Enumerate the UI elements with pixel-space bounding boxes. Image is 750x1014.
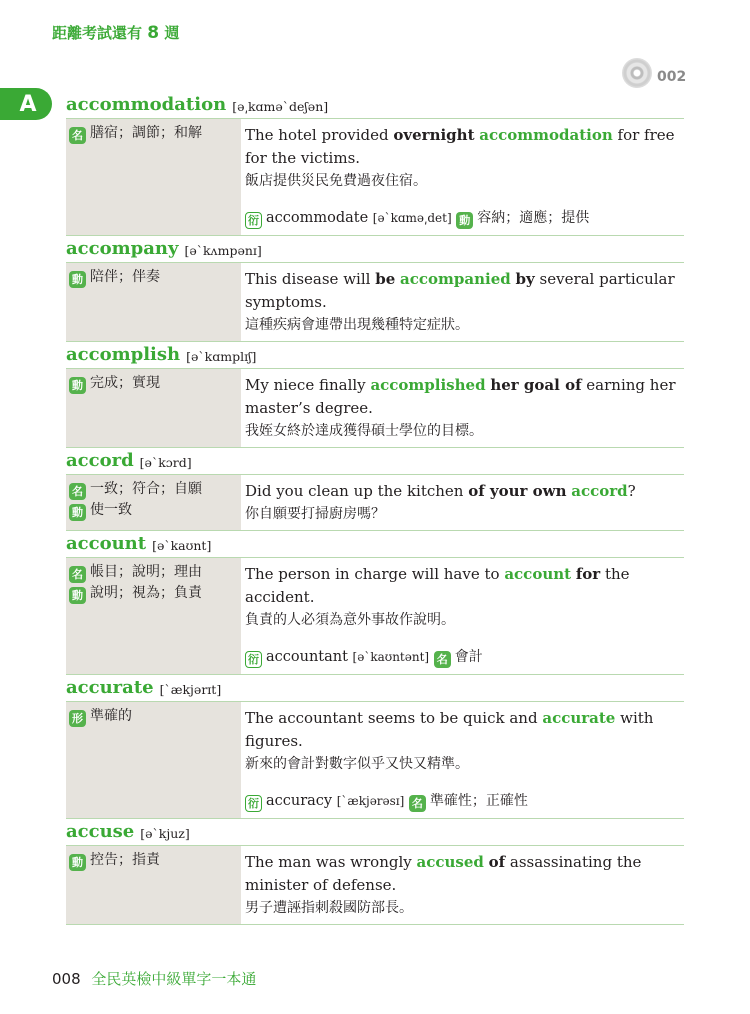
highlighted-keyword: accompanied [400,270,511,288]
entry-body [66,845,684,925]
entry-head [66,236,684,262]
vocab-entry-account [66,531,684,675]
derivative-line [245,646,684,668]
part-of-speech-line [69,706,237,727]
part-of-speech-line [69,500,237,521]
vocab-entry-accuse [66,819,684,925]
highlighted-keyword: accord [571,482,628,500]
phonetic: [`ækjərɪt] [159,682,222,697]
example-sentence: The accountant seems to be quick and accurate with figures. [245,709,654,750]
derivative-meaning: 準確性；正確性 [429,793,528,809]
entry-head [66,531,684,557]
derivative-badge-icon: 衍 [245,212,262,229]
entry-body [66,701,684,819]
countdown-suffix: 週 [164,24,180,42]
bold-phrase: be [375,270,396,288]
part-of-speech-line [69,123,237,144]
meaning-text: 使一致 [90,502,132,518]
example-column [241,846,684,924]
vocab-entry-accord [66,448,684,531]
example-sentence: This disease will be accompanied by several particular symptoms. [245,270,675,311]
entry-body [66,262,684,342]
example-sentence: The man was wrongly accused of assassinating the minister of defense. [245,853,642,894]
vocab-entry-accomplish [66,342,684,448]
example-column [241,702,684,818]
pos-badge-icon: 動 [456,212,473,229]
derivative-line [245,790,684,812]
entry-body [66,368,684,448]
countdown-weeks: 8 [147,23,160,43]
phonetic: [ə`kjuz] [140,826,190,841]
meanings-column [66,369,241,447]
vocabulary-entries [66,92,684,925]
example-column [241,558,684,674]
derivative-line [245,207,684,229]
phonetic: [ə`kɑmplɪʃ] [186,349,257,364]
highlighted-keyword: accomplished [370,376,486,394]
example-column [241,119,684,235]
part-of-speech-line [69,562,237,583]
example-sentence: My niece finally accomplished her goal of earning her master’s degree. [245,376,676,417]
entry-head [66,342,684,368]
bold-phrase: for [575,565,601,583]
derivative-badge-icon: 衍 [245,651,262,668]
book-title: 全民英檢中級單字一本通 [91,970,257,988]
pos-badge-icon: 動 [69,854,86,871]
bold-phrase: by [515,270,535,288]
meanings-column [66,558,241,674]
example-translation: 男子遭誣指刺殺國防部長。 [245,900,413,916]
headword: accomplish [66,344,181,365]
part-of-speech-line [69,850,237,871]
headword: accuse [66,821,135,842]
part-of-speech-line [69,583,237,604]
meanings-column [66,702,241,818]
vocab-entry-accurate [66,675,684,819]
entry-body [66,474,684,531]
meaning-text: 完成；實現 [90,375,160,391]
entry-body [66,118,684,236]
meaning-text: 膳宿；調節；和解 [90,125,202,141]
page-number: 008 [52,970,81,988]
phonetic: [ə`kʌmpənɪ] [184,243,262,258]
example-translation: 新來的會計對數字似乎又快又精準。 [245,756,469,772]
headword: accurate [66,677,154,698]
meanings-column [66,475,241,530]
letter-tab [0,88,52,120]
derivative-phonetic: [ə`kɑmə͵det] [372,211,452,225]
derivative-word: accountant [266,649,348,665]
part-of-speech-line [69,373,237,394]
bold-phrase: her goal of [490,376,582,394]
countdown-header [52,22,179,43]
highlighted-keyword: accused [416,853,484,871]
pos-badge-icon: 名 [409,795,426,812]
highlighted-keyword: account [504,565,572,583]
meaning-text: 控告；指責 [90,852,160,868]
entry-head [66,675,684,701]
pos-badge-icon: 動 [69,587,86,604]
highlighted-keyword: accommodation [479,126,613,144]
entry-head [66,448,684,474]
derivative-meaning: 容納；適應；提供 [477,210,590,226]
phonetic: [ə`kɔrd] [139,455,192,470]
pos-badge-icon: 動 [69,271,86,288]
meaning-text: 一致；符合；自願 [90,481,202,497]
pos-badge-icon: 名 [69,127,86,144]
audio-cd-icon[interactable] [622,58,652,88]
highlighted-keyword: accurate [542,709,616,727]
meaning-text: 準確的 [90,708,132,724]
example-sentence: Did you clean up the kitchen of your own accord? [245,482,636,500]
headword: accompany [66,238,179,259]
example-column [241,263,684,341]
pos-badge-icon: 動 [69,377,86,394]
example-column [241,369,684,447]
part-of-speech-line [69,479,237,500]
meanings-column [66,119,241,235]
meanings-column [66,846,241,924]
headword: accord [66,450,134,471]
audio-track-number: 002 [657,69,687,85]
meaning-text: 說明；視為；負責 [90,585,202,601]
example-translation: 這種疾病會連帶出現幾種特定症狀。 [245,317,469,333]
headword: account [66,533,147,554]
meanings-column [66,263,241,341]
letter-tab-label: A [19,91,37,117]
example-translation: 負責的人必須為意外事故作說明。 [245,612,455,628]
derivative-meaning: 會計 [454,649,483,665]
example-sentence: The hotel provided overnight accommodation for free for the victims. [245,126,675,167]
derivative-badge-icon: 衍 [245,795,262,812]
derivative-phonetic: [`ækjərəsɪ] [336,794,405,808]
entry-head [66,92,684,118]
meaning-text: 陪伴；伴奏 [90,269,160,285]
derivative-phonetic: [ə`kaʊntənt] [352,650,430,664]
bold-phrase: of your own [468,482,567,500]
headword: accommodation [66,94,227,115]
vocab-entry-accompany [66,236,684,342]
example-translation: 你自願要打掃廚房嗎？ [245,506,385,522]
phonetic: [ə͵kɑmə`deʃən] [232,99,329,114]
derivative-word: accommodate [266,210,369,226]
part-of-speech-line [69,267,237,288]
meaning-text: 帳目；說明；理由 [90,564,202,580]
phonetic: [ə`kaʊnt] [152,538,212,553]
page-footer [52,968,256,989]
example-translation: 我姪女終於達成獲得碩士學位的目標。 [245,423,483,439]
example-sentence: The person in charge will have to account for the accident. [245,565,630,606]
bold-phrase: of [488,853,506,871]
example-translation: 飯店提供災民免費過夜住宿。 [245,173,427,189]
derivative-word: accuracy [266,793,333,809]
pos-badge-icon: 名 [69,483,86,500]
vocab-entry-accommodation [66,92,684,236]
entry-head [66,819,684,845]
bold-phrase: overnight [393,126,475,144]
pos-badge-icon: 名 [69,566,86,583]
pos-badge-icon: 名 [434,651,451,668]
example-column [241,475,684,530]
countdown-prefix: 距離考試還有 [52,24,143,42]
pos-badge-icon: 形 [69,710,86,727]
entry-body [66,557,684,675]
pos-badge-icon: 動 [69,504,86,521]
